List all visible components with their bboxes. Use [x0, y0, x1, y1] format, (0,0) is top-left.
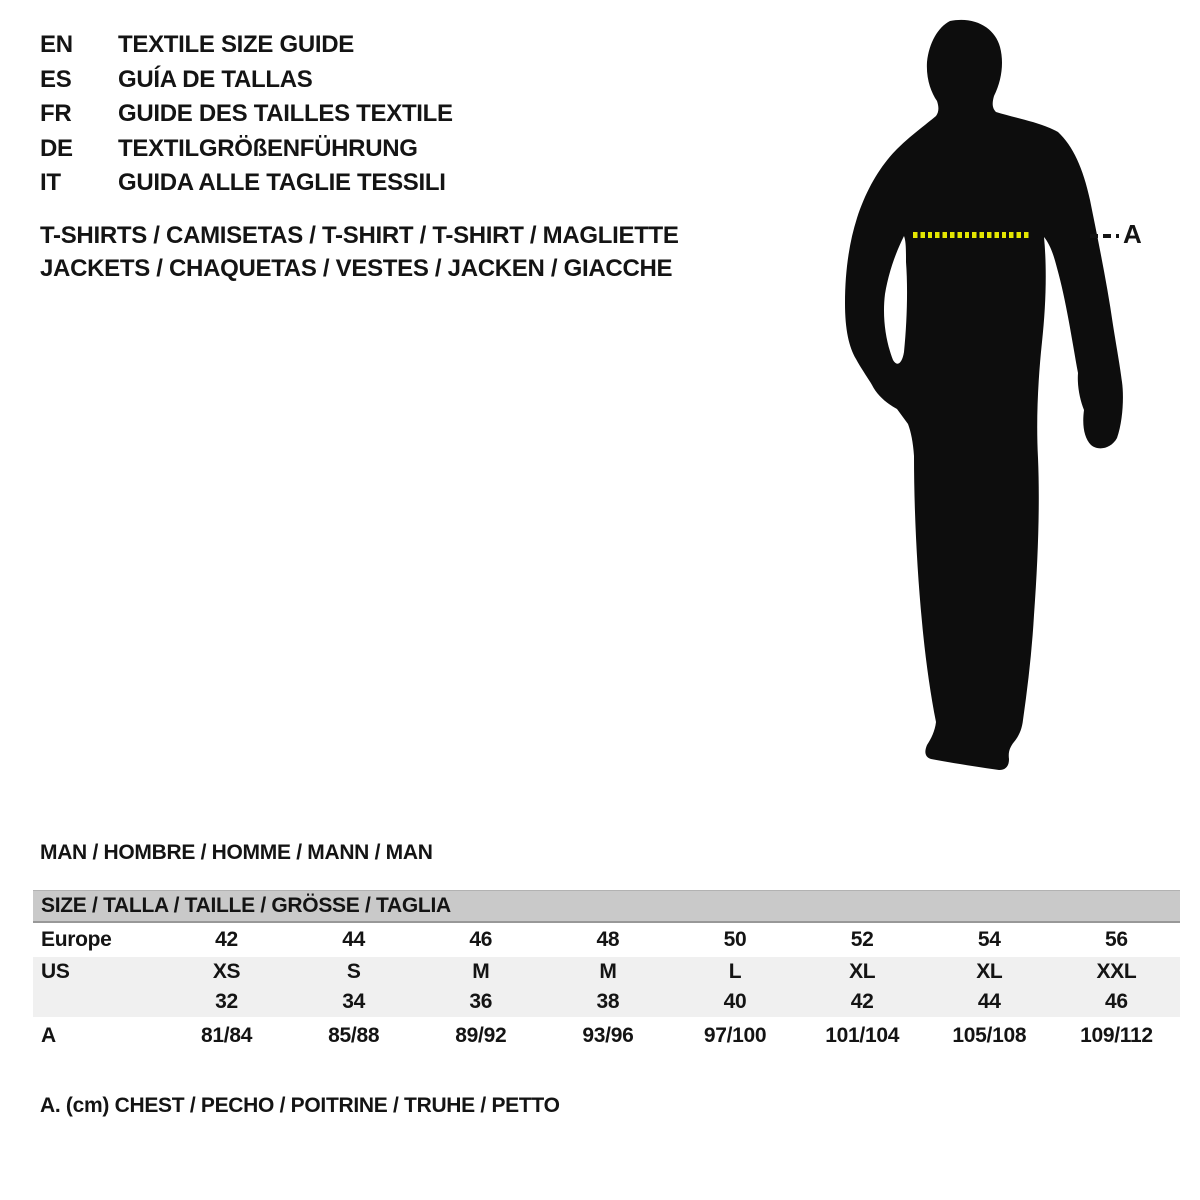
- size-cell: XL: [849, 960, 876, 983]
- size-cell: 52: [850, 928, 874, 951]
- size-cell: 48: [596, 928, 620, 951]
- size-cell: 46: [1105, 990, 1128, 1013]
- category-line-jackets: JACKETS / CHAQUETAS / VESTES / JACKEN / GIACCHE: [40, 254, 673, 282]
- table-row-us-numeric: [33, 987, 1180, 1017]
- size-table-header: SIZE / TALLA / TAILLE / GRÖSSE / TAGLIA: [33, 890, 1180, 923]
- language-code: DE: [40, 134, 73, 162]
- row-label: US: [41, 960, 70, 983]
- size-cell: 56: [1105, 928, 1128, 951]
- size-cell: 105/108: [952, 1024, 1027, 1047]
- size-cell: 85/88: [328, 1024, 380, 1047]
- size-cell: 93/96: [582, 1024, 634, 1047]
- size-cell: S: [346, 960, 361, 983]
- row-label: A: [41, 1024, 56, 1047]
- size-cell: 101/104: [825, 1024, 900, 1047]
- table-row-us: [33, 957, 1180, 987]
- size-cell: XXL: [1096, 960, 1137, 983]
- guide-title: TEXTILE SIZE GUIDE: [118, 31, 354, 59]
- size-cell: 109/112: [1080, 1024, 1153, 1047]
- row-label: Europe: [41, 928, 112, 951]
- language-code: EN: [40, 31, 73, 59]
- table-row-chest-cm: [33, 1017, 1180, 1055]
- table-row-europe: [33, 923, 1180, 957]
- size-cell: 54: [977, 928, 1001, 951]
- size-cell: 42: [215, 928, 238, 951]
- size-cell: 32: [215, 990, 238, 1013]
- size-cell: 40: [723, 990, 747, 1013]
- chest-measure-dotted-line: [913, 232, 1031, 238]
- guide-title: GUIDA ALLE TAGLIE TESSILI: [118, 169, 446, 197]
- language-code: ES: [40, 65, 72, 93]
- size-cell: M: [599, 960, 617, 983]
- size-cell: 50: [723, 928, 747, 951]
- guide-title: GUIDE DES TAILLES TEXTILE: [118, 100, 453, 128]
- measure-label-a: A: [1123, 219, 1142, 249]
- language-code: FR: [40, 100, 72, 128]
- size-cell: XL: [976, 960, 1003, 983]
- size-cell: 46: [469, 928, 493, 951]
- size-table: [33, 890, 1180, 1055]
- section-title-man: MAN / HOMBRE / HOMME / MANN / MAN: [40, 841, 433, 864]
- size-cell: L: [728, 960, 742, 983]
- size-cell: 44: [342, 928, 366, 951]
- measure-pointer-dashes: [1090, 234, 1119, 238]
- guide-title: TEXTILGRÖßENFÜHRUNG: [118, 134, 418, 162]
- size-cell: 36: [469, 990, 493, 1013]
- size-cell: 89/92: [455, 1024, 507, 1047]
- size-cell: 34: [342, 990, 366, 1013]
- size-cell: 97/100: [703, 1024, 767, 1047]
- size-cell: M: [472, 960, 490, 983]
- language-code: IT: [40, 169, 61, 197]
- man-silhouette-icon: [840, 0, 1140, 800]
- size-cell: XS: [212, 960, 241, 983]
- size-cell: 44: [977, 990, 1001, 1013]
- guide-title: GUÍA DE TALLAS: [118, 65, 313, 93]
- category-line-tshirts: T-SHIRTS / CAMISETAS / T-SHIRT / T-SHIRT / MAGLIETTE: [40, 222, 679, 249]
- size-cell: 81/84: [201, 1024, 253, 1047]
- measure-caption-chest: A. (cm) CHEST / PECHO / POITRINE / TRUHE / PETTO: [40, 1094, 560, 1117]
- size-cell: 42: [850, 990, 874, 1013]
- size-cell: 38: [596, 990, 620, 1013]
